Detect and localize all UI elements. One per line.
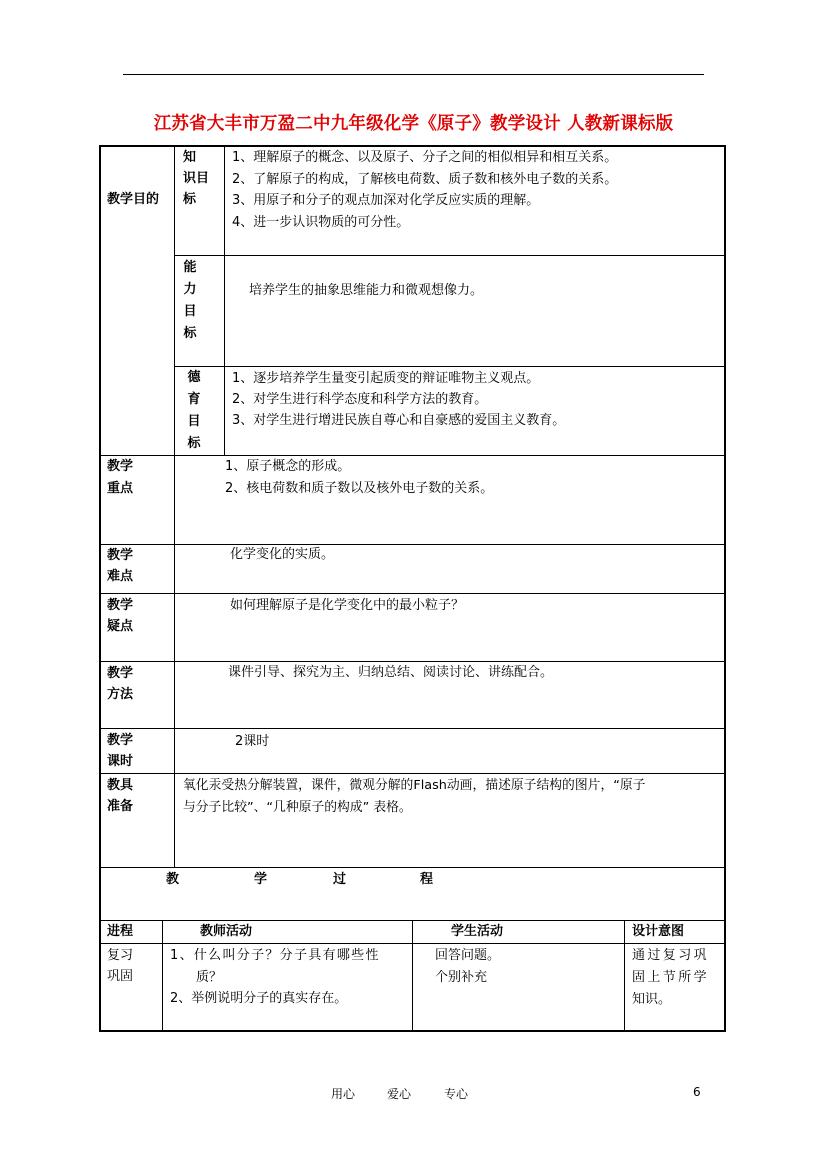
intent-line: 通过复习巩 [632, 948, 710, 963]
difficulty-item: 化学变化的实质。 [230, 547, 335, 562]
lesson-plan-table [99, 145, 726, 1032]
ability-label-4: 标 [183, 326, 197, 341]
document-title: 江苏省大丰市万盈二中九年级化学《原子》教学设计 人教新课标版 [153, 114, 674, 134]
intent-line: 固上节所学 [632, 970, 710, 985]
student-line: 个别补充 [435, 970, 488, 985]
knowledge-label-2: 识目 [183, 171, 210, 186]
footer-word: 用心 [331, 1087, 356, 1101]
doubt-label-2: 疑点 [107, 619, 134, 634]
method-label-2: 方法 [107, 687, 134, 702]
student-line: 回答问题。 [435, 948, 501, 963]
key-points-label-2: 重点 [107, 481, 134, 496]
tools-item: 与分子比较”、“几种原子的构成” 表格。 [183, 800, 412, 815]
stage-line: 巩固 [107, 969, 134, 984]
knowledge-item: 1、理解原子的概念、以及原子、分子之间的相似相异和相互关系。 [232, 150, 618, 165]
key-points-label-1: 教学 [107, 459, 134, 474]
col-header-stage: 进程 [107, 924, 134, 939]
header-rule [123, 74, 704, 75]
process-header-1: 教 [166, 872, 180, 887]
method-item: 课件引导、探究为主、归纳总结、阅读讨论、讲练配合。 [228, 665, 554, 680]
col-header-student: 学生活动 [451, 924, 504, 939]
process-header-4: 程 [420, 872, 434, 887]
knowledge-label-1: 知 [183, 150, 197, 165]
footer-word: 专心 [444, 1087, 469, 1101]
moral-label-1: 德 [187, 370, 201, 385]
moral-label-2: 育 [187, 392, 201, 407]
doubt-item: 如何理解原子是化学变化中的最小粒子？ [230, 598, 465, 613]
moral-item: 1、逐步培养学生量变引起质变的辩证唯物主义观点。 [232, 371, 540, 386]
difficulty-label-1: 教学 [107, 548, 134, 563]
teacher-line: 2、举例说明分子的真实存在。 [170, 991, 348, 1006]
ability-label-2: 力 [183, 282, 197, 297]
knowledge-item: 3、用原子和分子的观点加深对化学反应实质的理解。 [232, 193, 540, 208]
intent-line: 知识。 [632, 992, 672, 1007]
ability-item: 培养学生的抽象思维能力和微观想像力。 [249, 283, 484, 298]
process-header-3: 过 [333, 872, 347, 887]
knowledge-item: 4、进一步认识物质的可分性。 [232, 215, 410, 230]
tools-item: 氧化汞受热分解装置，课件，微观分解的Flash动画，描述原子结构的图片，“原子 [183, 778, 646, 793]
teacher-line: 质？ [196, 970, 223, 985]
stage-line: 复习 [107, 948, 134, 963]
hours-label-1: 教学 [107, 733, 134, 748]
process-header-2: 学 [254, 872, 268, 887]
method-label-1: 教学 [107, 666, 134, 681]
hours-label-2: 课时 [107, 754, 134, 769]
col-header-intent: 设计意图 [632, 924, 685, 939]
teacher-line: 1、什么叫分子？分子具有哪些性 [170, 948, 380, 963]
moral-item: 3、对学生进行增进民族自尊心和自豪感的爱国主义教育。 [232, 413, 566, 428]
hours-item: 2课时 [235, 734, 270, 749]
doubt-label-1: 教学 [107, 598, 134, 613]
moral-label-3: 目 [187, 414, 201, 429]
moral-label-4: 标 [187, 436, 201, 451]
ability-label-3: 目 [183, 304, 197, 319]
difficulty-label-2: 难点 [107, 569, 134, 584]
page-number: 6 [693, 1085, 701, 1099]
key-point-item: 1、原子概念的形成。 [225, 459, 351, 474]
footer-word: 爱心 [387, 1087, 412, 1101]
moral-item: 2、对学生进行科学态度和科学方法的教育。 [232, 392, 488, 407]
knowledge-label-3: 标 [183, 192, 197, 207]
objectives-label: 教学目的 [107, 192, 160, 207]
col-header-teacher: 教师活动 [200, 924, 253, 939]
tools-label-1: 教具 [107, 778, 134, 793]
knowledge-item: 2、了解原子的构成，了解核电荷数、质子数和核外电子数的关系。 [232, 172, 618, 187]
ability-label-1: 能 [183, 260, 197, 275]
key-point-item: 2、核电荷数和质子数以及核外电子数的关系。 [225, 481, 494, 496]
tools-label-2: 准备 [107, 799, 134, 814]
